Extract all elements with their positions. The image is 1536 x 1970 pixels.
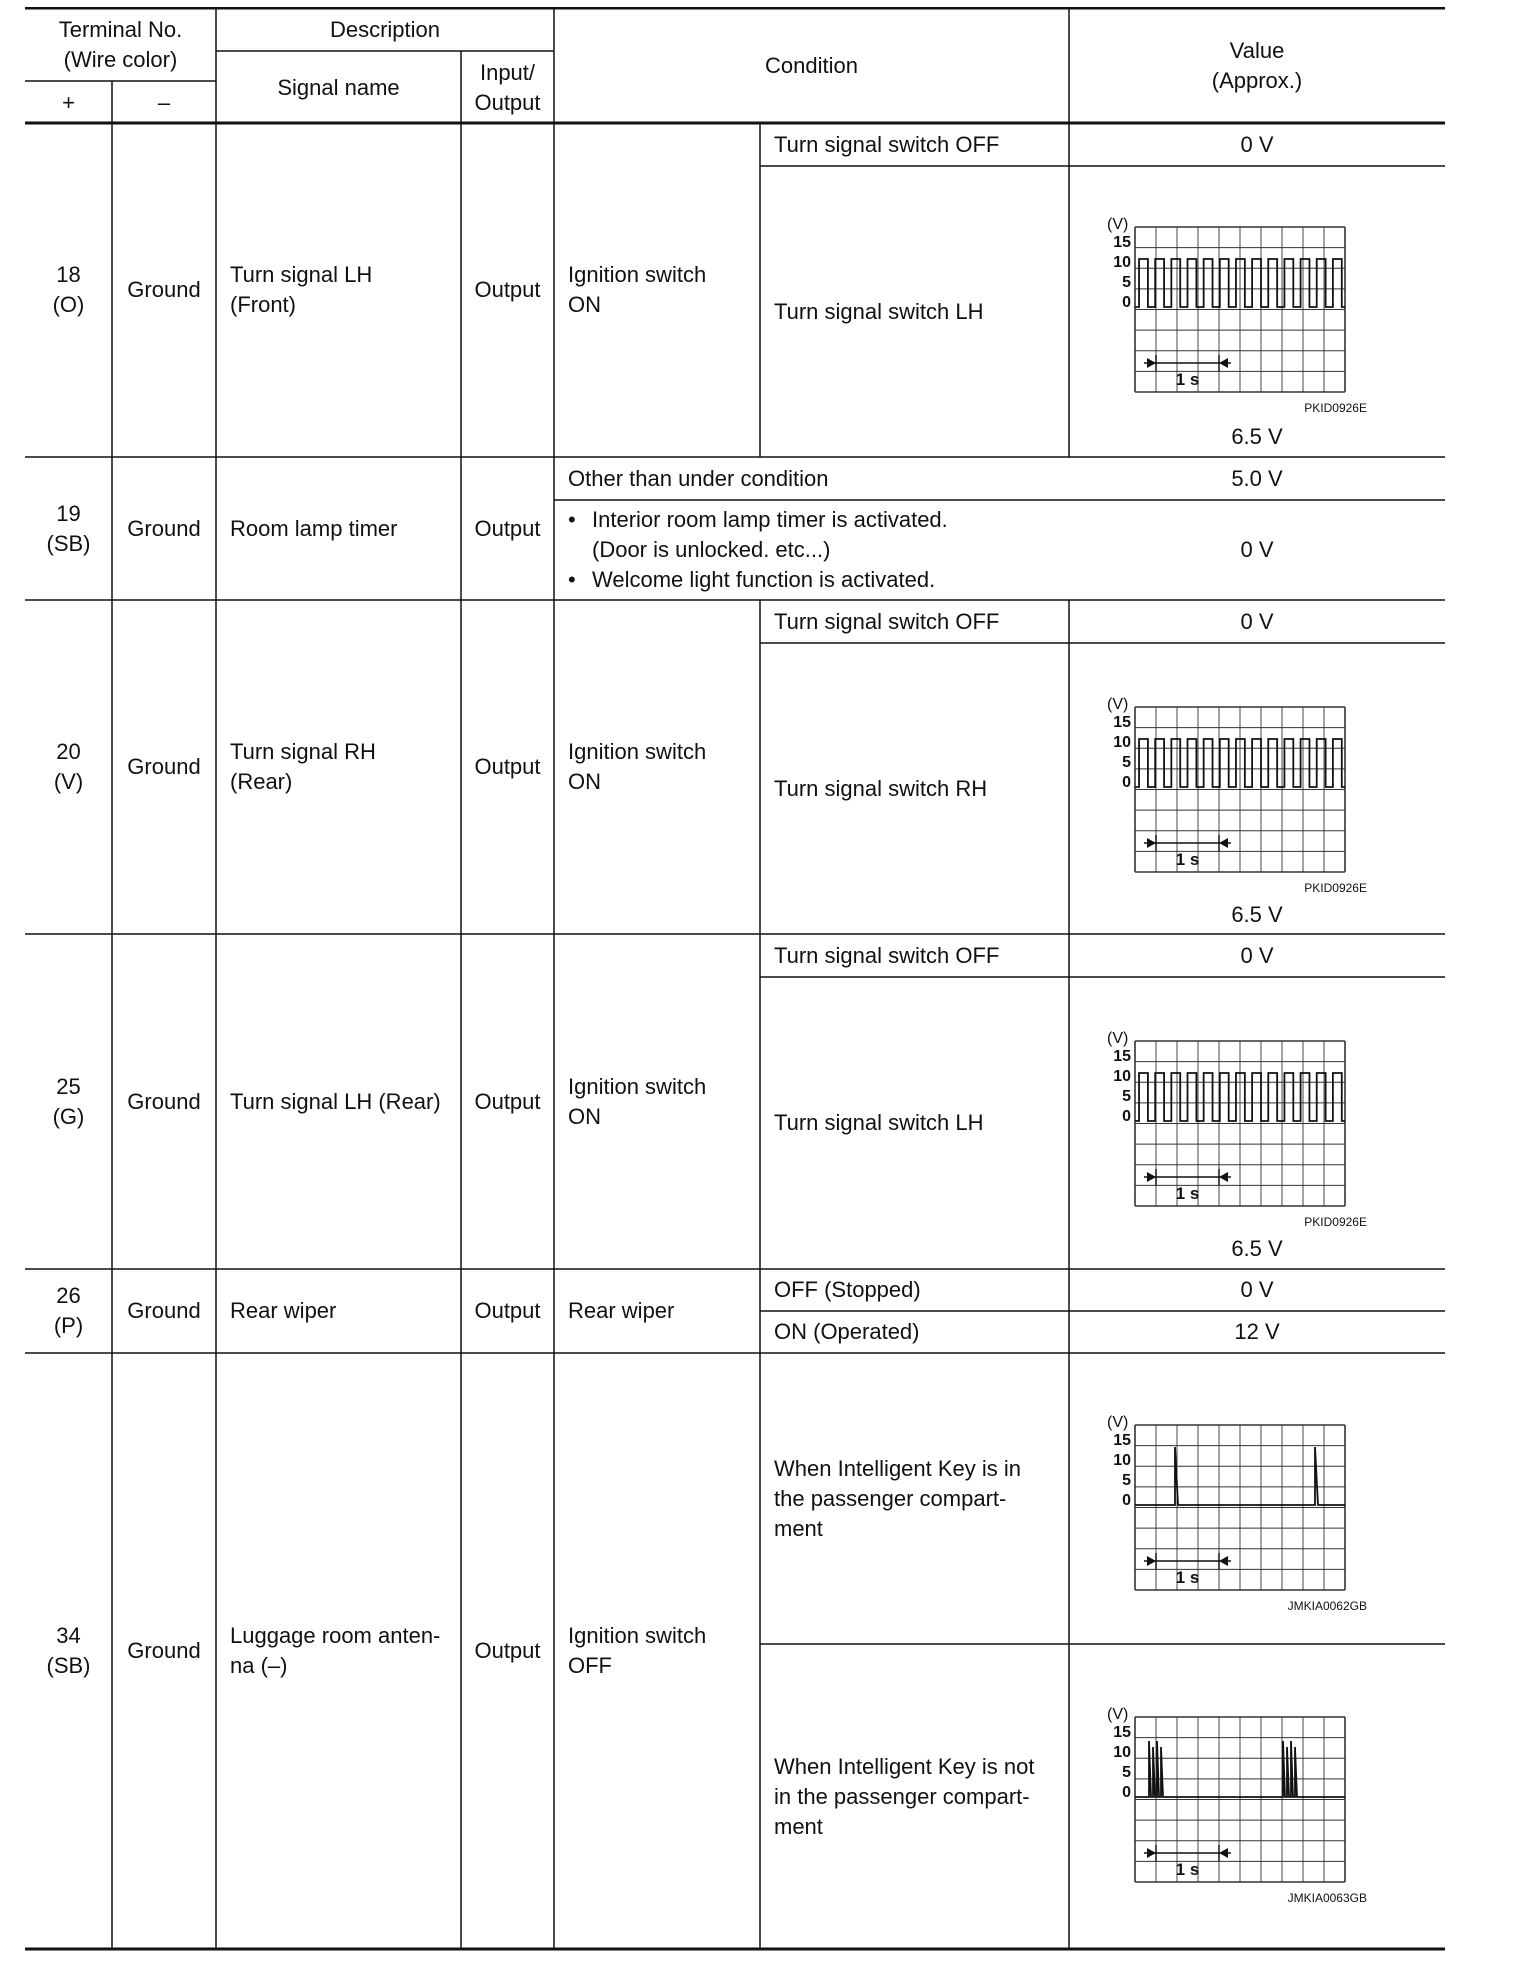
sub-condition-line3: ment: [774, 1813, 823, 1839]
terminal-number: 19: [56, 500, 81, 526]
row-20-signal-name: [216, 600, 461, 934]
waveform-y-tick: 15: [1113, 1048, 1131, 1065]
row-26-value-off: 0 V: [1240, 1277, 1274, 1302]
waveform-y-tick: 5: [1122, 1088, 1131, 1105]
arrow-right-icon: [1147, 1556, 1156, 1566]
terminal-table: [25, 7, 1445, 1957]
row-25-signal-name: Turn signal LH (Rear): [230, 1088, 441, 1114]
row-18-value-off: 0 V: [1240, 131, 1274, 157]
header-plus: +: [62, 89, 75, 115]
row-25-sub-condition-off: Turn signal switch OFF: [774, 942, 1000, 968]
waveform-graph: [1107, 1706, 1367, 1905]
header-minus: –: [157, 89, 171, 115]
arrow-left-icon: [1219, 1172, 1228, 1182]
signal-name-line1: Turn signal LH: [230, 262, 373, 287]
row-34-sub-condition-key-in: [760, 1353, 1069, 1644]
wire-color: (SB): [46, 1653, 91, 1678]
row-20-ground: Ground: [127, 754, 201, 779]
condition-line2: ON: [568, 1103, 601, 1129]
terminal-number: 20: [56, 739, 81, 764]
condition-bullet-2: Welcome light function is activated.: [592, 567, 936, 592]
waveform-y-tick: 5: [1122, 754, 1131, 771]
figure-code: JMKIA0063GB: [1287, 1891, 1367, 1905]
condition-line1: Ignition switch: [568, 262, 707, 287]
row-26-ground: Ground: [127, 1298, 201, 1323]
arrow-left-icon: [1219, 838, 1228, 848]
waveform-unit: (V): [1107, 1030, 1129, 1047]
terminal-number: 34: [56, 1623, 81, 1648]
wire-color: (SB): [46, 530, 91, 556]
header-input-output: [461, 52, 554, 123]
wire-color: (V): [53, 769, 84, 794]
condition-line1: Ignition switch: [568, 1073, 707, 1099]
waveform-y-tick: 0: [1122, 1492, 1131, 1509]
time-scale-label: 1 s: [1175, 1860, 1200, 1879]
row-19-condition-other: Other than under condition: [568, 465, 829, 491]
waveform-graph: [1107, 216, 1367, 415]
header-terminal-no-line2: (Wire color): [63, 47, 178, 72]
row-19-value-other: 5.0 V: [1231, 465, 1283, 491]
signal-name-line2: na (–): [230, 1653, 288, 1678]
row-26-terminal: [25, 1269, 112, 1353]
row-18-condition: [554, 123, 760, 457]
row-18-sub-condition-lh: Turn signal switch LH: [774, 298, 984, 324]
row-18-value-waveform: 6.5 V: [1231, 424, 1283, 449]
row-20-value-off: 0 V: [1240, 608, 1274, 634]
row-25-sub-condition-lh: Turn signal switch LH: [774, 1110, 984, 1135]
row-34-ground: Ground: [127, 1638, 201, 1663]
row-25-condition: [554, 934, 760, 1269]
terminal-number: 25: [56, 1073, 81, 1099]
row-26-value-on: 12 V: [1234, 1319, 1280, 1344]
waveform-y-tick: 15: [1113, 1432, 1131, 1449]
row-18-waveform: [1105, 207, 1425, 417]
header-description: Description: [329, 17, 441, 42]
condition-line1: Ignition switch: [568, 739, 707, 764]
signal-name-line2: (Front): [230, 292, 296, 317]
row-18-ground: Ground: [127, 277, 201, 302]
time-scale-label: 1 s: [1175, 1568, 1200, 1587]
row-26-signal-name: Rear wiper: [230, 1298, 337, 1323]
header-value-line1: Value: [1229, 38, 1285, 63]
row-25-value-off: 0 V: [1240, 942, 1274, 968]
waveform-y-tick: 15: [1113, 1724, 1131, 1741]
header-condition: Condition: [765, 53, 858, 78]
row-26-sub-condition-off: OFF (Stopped): [774, 1277, 921, 1302]
figure-code: PKID0926E: [1304, 1215, 1367, 1229]
row-20-condition: [554, 600, 760, 934]
signal-name-line1: Turn signal RH: [230, 739, 376, 764]
arrow-left-icon: [1219, 1556, 1228, 1566]
bullet-icon: •: [568, 507, 576, 532]
row-34-signal-name: [216, 1353, 461, 1949]
figure-code: PKID0926E: [1304, 881, 1367, 895]
waveform-y-tick: 0: [1122, 1108, 1131, 1125]
wire-color: (P): [53, 1313, 84, 1338]
waveform-y-tick: 5: [1122, 274, 1131, 291]
row-18-io: Output: [474, 277, 541, 302]
condition-bullet-1: Interior room lamp timer is activated.: [592, 507, 948, 532]
row-25-ground: Ground: [127, 1088, 201, 1114]
waveform-y-tick: 5: [1122, 1764, 1131, 1781]
row-20-waveform: [1105, 687, 1425, 897]
figure-code: JMKIA0062GB: [1287, 1599, 1367, 1613]
condition-line2: OFF: [568, 1653, 612, 1678]
signal-name-line1: Luggage room anten-: [230, 1623, 441, 1648]
row-19-io: Output: [474, 515, 541, 541]
wire-color: (O): [52, 292, 85, 317]
row-26-sub-condition-on: ON (Operated): [774, 1319, 920, 1344]
waveform-y-tick: 10: [1113, 734, 1131, 751]
sub-condition-line2: in the passenger compart-: [774, 1783, 1030, 1809]
row-34-sub-condition-key-not-in: [760, 1644, 1069, 1949]
waveform-y-tick: 0: [1122, 774, 1131, 791]
arrow-left-icon: [1219, 358, 1228, 368]
waveform-unit: (V): [1107, 696, 1129, 713]
row-34-waveform-key-in: [1105, 1405, 1445, 1615]
row-34-io: Output: [474, 1638, 541, 1663]
waveform-y-tick: 10: [1113, 1068, 1131, 1085]
row-19-value-activated: 0 V: [1240, 537, 1274, 562]
arrow-left-icon: [1219, 1848, 1228, 1858]
arrow-right-icon: [1147, 1172, 1156, 1182]
row-20-terminal: [25, 600, 112, 934]
waveform-unit: (V): [1107, 1706, 1129, 1723]
condition-line2: ON: [568, 769, 601, 794]
row-25-waveform: [1105, 1021, 1425, 1231]
row-25-io: Output: [474, 1088, 541, 1114]
row-18-terminal: [25, 123, 112, 457]
sub-condition-line2: the passenger compart-: [774, 1485, 1007, 1511]
header-value-line2: (Approx.): [1211, 68, 1303, 93]
waveform-y-tick: 15: [1113, 714, 1131, 731]
time-scale-label: 1 s: [1175, 850, 1200, 869]
row-34-condition: [554, 1353, 760, 1949]
time-scale-label: 1 s: [1175, 1184, 1200, 1203]
header-io-line1: Input/: [479, 59, 536, 85]
row-19-terminal: [25, 457, 112, 600]
bullet-icon: •: [568, 567, 576, 592]
row-26-condition: Rear wiper: [568, 1298, 675, 1323]
row-26-io: Output: [474, 1298, 541, 1323]
figure-code: PKID0926E: [1304, 401, 1367, 415]
waveform-y-tick: 10: [1113, 254, 1131, 271]
sub-condition-line1: When Intelligent Key is not: [774, 1753, 1035, 1779]
arrow-right-icon: [1147, 1848, 1156, 1858]
row-20-value-waveform: 6.5 V: [1231, 902, 1283, 927]
row-20-sub-condition-rh: Turn signal switch RH: [774, 775, 988, 801]
waveform-y-tick: 10: [1113, 1452, 1131, 1469]
waveform-graph: [1107, 1030, 1367, 1229]
waveform-graph: [1107, 1414, 1367, 1613]
header-terminal-no-line1: Terminal No.: [58, 17, 183, 42]
arrow-right-icon: [1147, 358, 1156, 368]
time-scale-label: 1 s: [1175, 370, 1200, 389]
waveform-y-tick: 5: [1122, 1472, 1131, 1489]
waveform-unit: (V): [1107, 216, 1129, 233]
sub-condition-line1: When Intelligent Key is in: [774, 1455, 1022, 1481]
condition-line1: Ignition switch: [568, 1623, 707, 1648]
row-18-signal-name: [216, 123, 461, 457]
sub-condition-line3: ment: [774, 1515, 823, 1541]
row-19-signal-name: Room lamp timer: [230, 515, 398, 541]
header-io-line2: Output: [474, 89, 541, 115]
terminal-number: 26: [56, 1283, 81, 1308]
condition-bullet-1-cont: (Door is unlocked. etc...): [592, 537, 831, 562]
row-20-sub-condition-off: Turn signal switch OFF: [774, 608, 1000, 634]
row-34-waveform-key-not-in: [1105, 1697, 1445, 1907]
waveform-y-tick: 10: [1113, 1744, 1131, 1761]
header-value: [1069, 9, 1445, 123]
terminal-number: 18: [56, 262, 81, 287]
header-terminal-no: [25, 9, 216, 81]
waveform-unit: (V): [1107, 1414, 1129, 1431]
waveform-graph: [1107, 696, 1367, 895]
row-19-ground: Ground: [127, 515, 201, 541]
row-25-terminal: [25, 934, 112, 1269]
row-25-value-waveform: 6.5 V: [1231, 1236, 1283, 1261]
row-34-terminal: [25, 1353, 112, 1949]
row-20-io: Output: [474, 754, 541, 779]
condition-line2: ON: [568, 292, 601, 317]
signal-name-line2: (Rear): [230, 769, 293, 794]
header-signal-name: Signal name: [277, 74, 400, 100]
row-18-sub-condition-off: Turn signal switch OFF: [774, 131, 1000, 157]
wire-color: (G): [52, 1103, 85, 1129]
arrow-right-icon: [1147, 838, 1156, 848]
row-19-condition-activated: [554, 500, 1069, 600]
waveform-y-tick: 15: [1113, 234, 1131, 251]
waveform-y-tick: 0: [1122, 1784, 1131, 1801]
waveform-y-tick: 0: [1122, 294, 1131, 311]
